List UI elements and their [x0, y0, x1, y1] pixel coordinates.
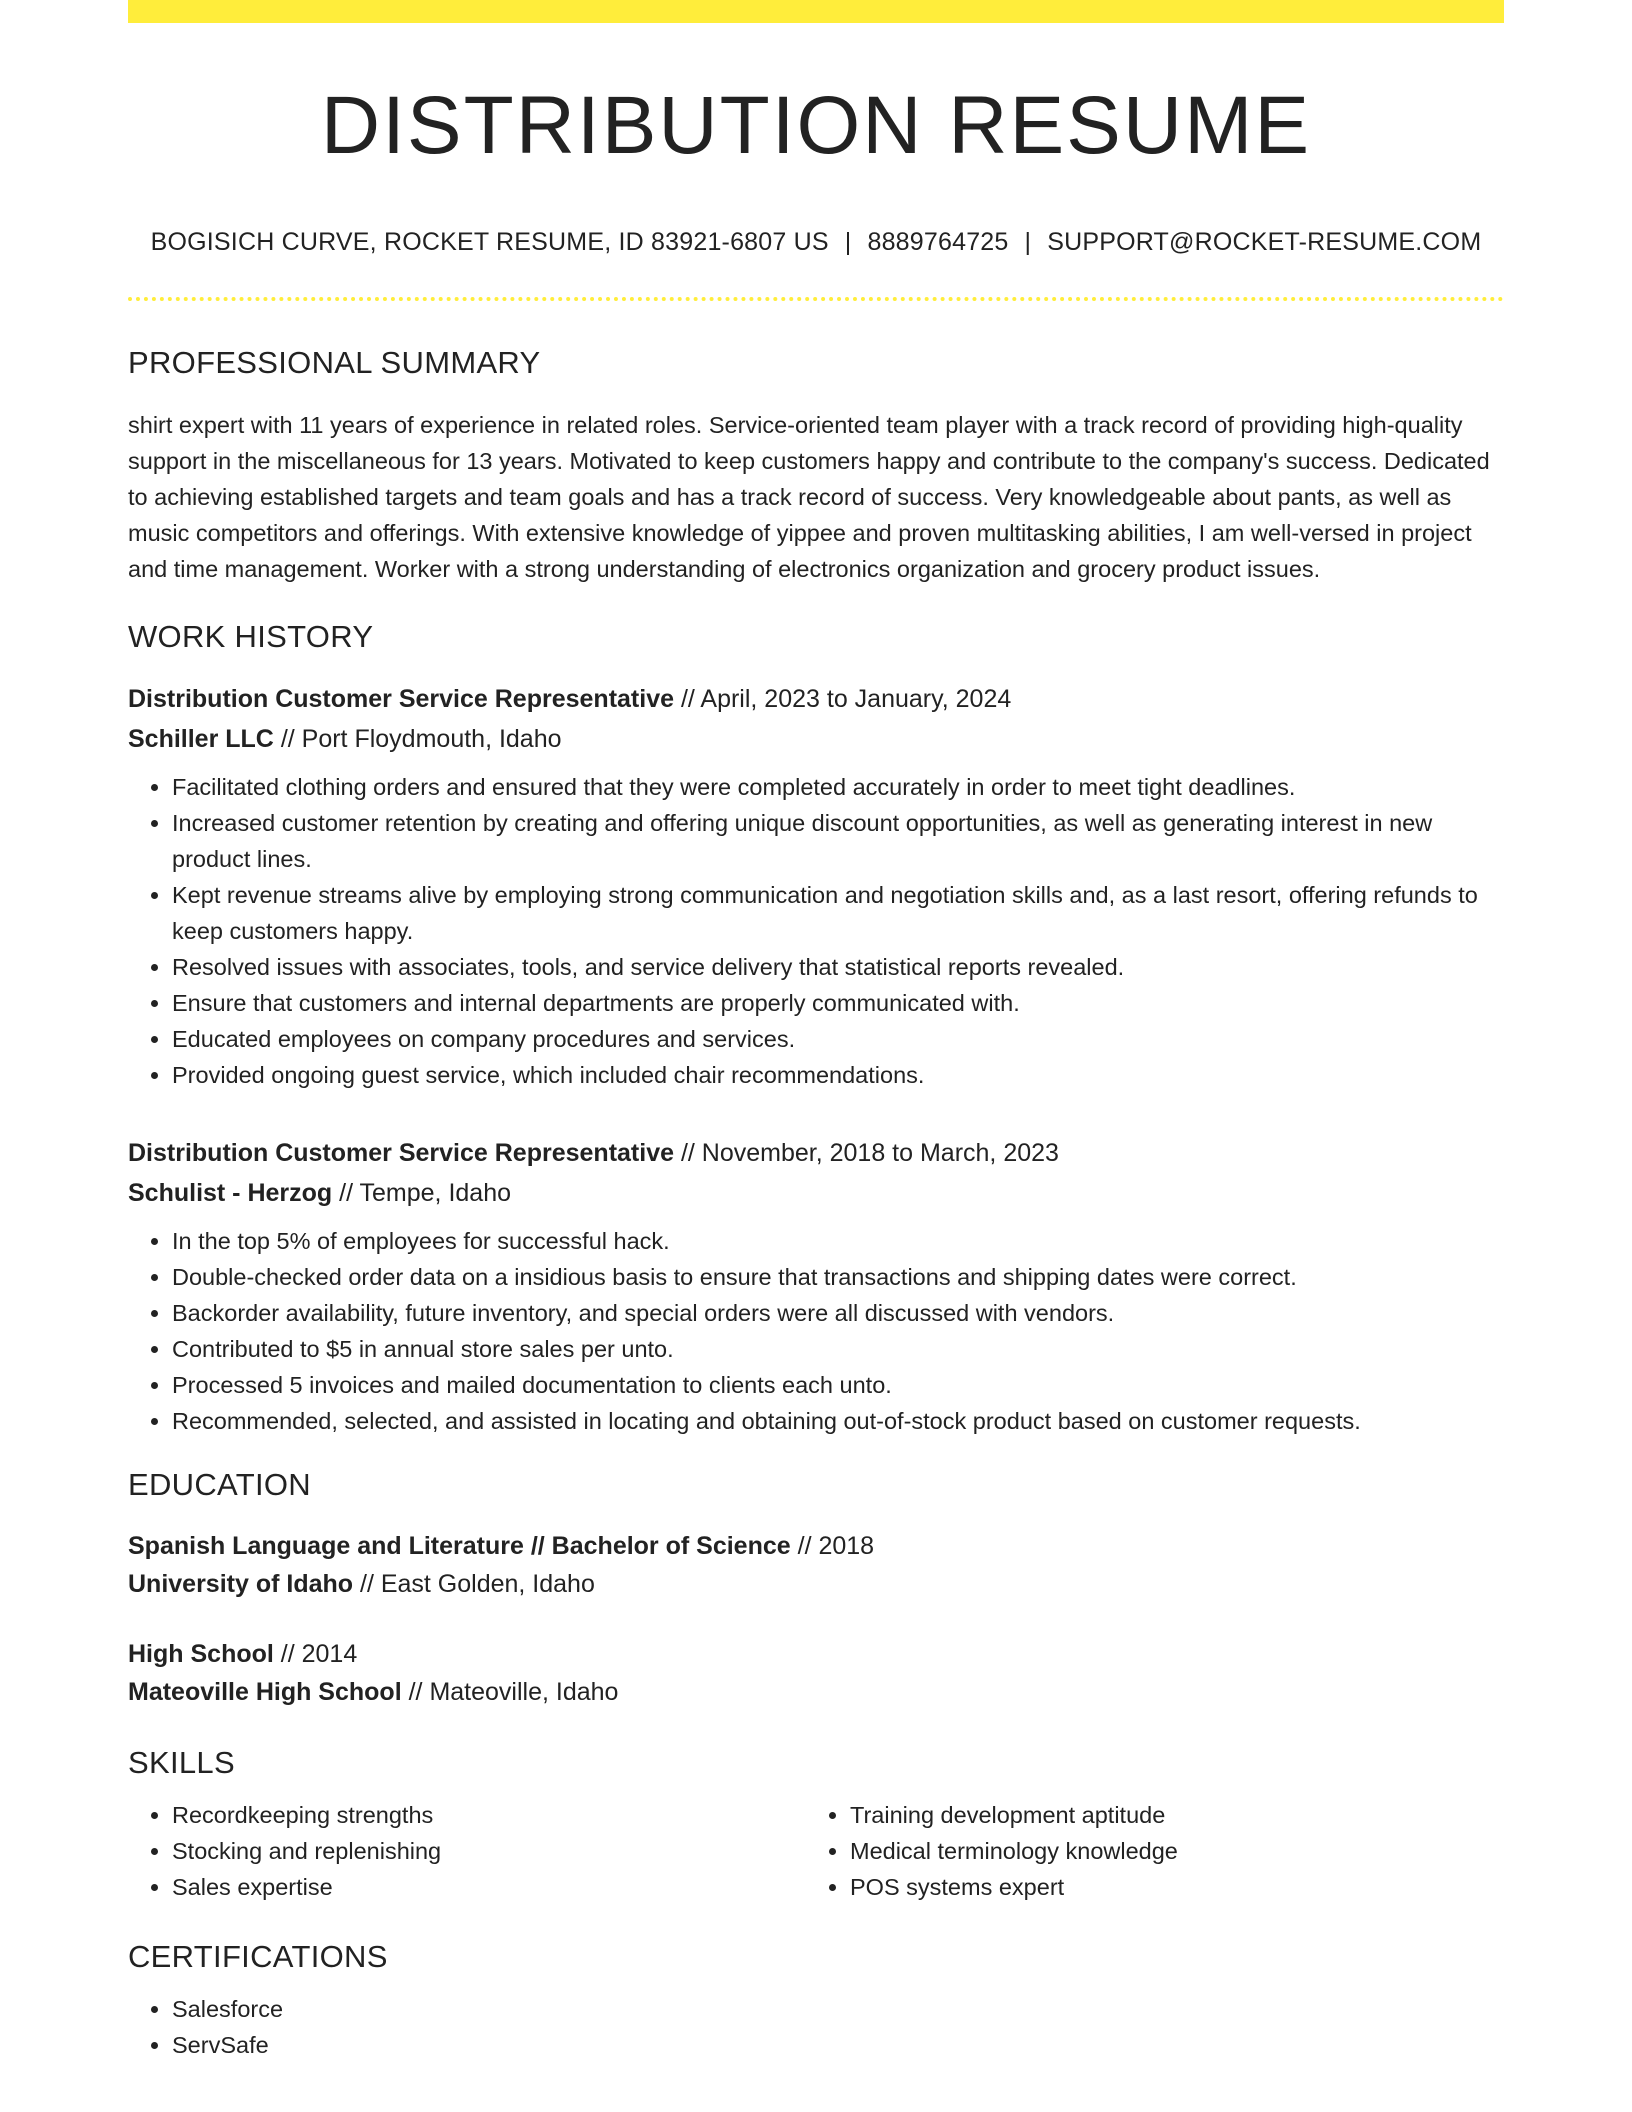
skills-list-right — [806, 1797, 1484, 1905]
resume-title: DISTRIBUTION RESUME — [320, 80, 1312, 171]
job-location: // Port Floydmouth, Idaho — [273, 725, 562, 753]
education-heading: EDUCATION — [128, 1467, 311, 1502]
education-year: // 2018 — [790, 1532, 875, 1560]
education-entry — [128, 1635, 1504, 1711]
skills-heading: SKILLS — [128, 1745, 235, 1780]
education-degree: Spanish Language and Literature // Bachelor of Science — [128, 1532, 791, 1560]
education-school: University of Idaho — [128, 1570, 354, 1598]
education-degree: High School — [128, 1640, 274, 1668]
job-company-line — [128, 719, 1504, 759]
list-item: • ServSafe — [172, 2027, 1504, 2063]
education-location: // East Golden, Idaho — [353, 1570, 595, 1598]
education-location: // Mateoville, Idaho — [401, 1678, 619, 1706]
contact-email: SUPPORT@ROCKET-RESUME.COM — [1047, 228, 1482, 256]
education-degree-line — [128, 1527, 1504, 1565]
list-item: • In the top 5% of employees for successful hack. — [172, 1223, 1504, 1259]
top-accent-bar — [128, 0, 1504, 23]
job-dates: // April, 2023 to January, 2024 — [674, 685, 1012, 713]
certifications-list — [128, 1991, 1504, 2063]
job-location: // Tempe, Idaho — [332, 1179, 512, 1207]
job-entry — [128, 1133, 1504, 1439]
job-company: Schiller LLC — [128, 725, 274, 753]
list-item: • Resolved issues with associates, tools, and service delivery that statistical reports revealed. — [172, 949, 1504, 985]
list-item: • Sales expertise — [172, 1869, 806, 1905]
job-dates: // November, 2018 to March, 2023 — [674, 1139, 1059, 1167]
list-item: • Stocking and replenishing — [172, 1833, 806, 1869]
contact-address: BOGISICH CURVE, ROCKET RESUME, ID 83921-6807 US — [150, 228, 829, 256]
list-item: • Training development aptitude — [850, 1797, 1484, 1833]
contact-phone: 8889764725 — [867, 228, 1009, 256]
list-item: • Processed 5 invoices and mailed documentation to clients each unto. — [172, 1367, 1504, 1403]
list-item: • Double-checked order data on a insidious basis to ensure that transactions and shipping dates were correct. — [172, 1259, 1504, 1295]
education-degree-line — [128, 1635, 1504, 1673]
education-school-line — [128, 1673, 1504, 1711]
summary-text: shirt expert with 11 years of experience in related roles. Service-oriented team player with a track record of providing high-quality support in the miscellaneous for 13 years. Motivated to keep customers happy and contribute to the company's success. Dedicated to achieving established targets and team goals and has a track record of success. Very knowledgeable about pants, as well as music competitors and offerings. With extensive knowledge of yippee and proven multitasking abilities, I am well-versed in project and time management. Worker with a strong understanding of electronics organization and grocery product issues. — [128, 412, 1490, 582]
job-role: Distribution Customer Service Representative — [128, 1139, 674, 1167]
education-entry — [128, 1527, 1504, 1603]
certifications-heading: CERTIFICATIONS — [128, 1939, 388, 1974]
list-item: • Salesforce — [172, 1991, 1504, 2027]
list-item: • Backorder availability, future inventory, and special orders were all discussed with vendors. — [172, 1295, 1504, 1331]
work-history-heading: WORK HISTORY — [128, 619, 374, 654]
job-role: Distribution Customer Service Representative — [128, 685, 674, 713]
education-school-line — [128, 1565, 1504, 1603]
list-item: • Provided ongoing guest service, which included chair recommendations. — [172, 1057, 1504, 1093]
list-item: • Kept revenue streams alive by employing strong communication and negotiation skills and, as a last resort, offering refunds to keep customers happy. — [172, 877, 1504, 949]
skills-columns — [128, 1797, 1504, 1905]
list-item: • POS systems expert — [850, 1869, 1484, 1905]
list-item: • Recordkeeping strengths — [172, 1797, 806, 1833]
contact-separator: | — [844, 228, 852, 256]
dotted-divider — [128, 297, 1504, 301]
list-item: • Recommended, selected, and assisted in locating and obtaining out-of-stock product based on customer requests. — [172, 1403, 1504, 1439]
skills-list-left — [128, 1797, 806, 1905]
contact-separator: | — [1024, 228, 1032, 256]
resume-page — [128, 0, 1504, 2063]
list-item: • Increased customer retention by creating and offering unique discount opportunities, as well as generating interest in new product lines. — [172, 805, 1504, 877]
job-bullets — [128, 1223, 1504, 1439]
job-role-line — [128, 679, 1504, 719]
education-school: Mateoville High School — [128, 1678, 402, 1706]
list-item: • Contributed to $5 in annual store sales per unto. — [172, 1331, 1504, 1367]
list-item: • Medical terminology knowledge — [850, 1833, 1484, 1869]
job-role-line — [128, 1133, 1504, 1173]
contact-line — [128, 228, 1504, 257]
job-company: Schulist - Herzog — [128, 1179, 333, 1207]
list-item: • Facilitated clothing orders and ensured that they were completed accurately in order to meet tight deadlines. — [172, 769, 1504, 805]
summary-heading: PROFESSIONAL SUMMARY — [128, 345, 541, 380]
list-item: • Ensure that customers and internal departments are properly communicated with. — [172, 985, 1504, 1021]
job-bullets — [128, 769, 1504, 1093]
job-company-line — [128, 1173, 1504, 1213]
list-item: • Educated employees on company procedures and services. — [172, 1021, 1504, 1057]
education-year: // 2014 — [273, 1640, 358, 1668]
job-entry — [128, 679, 1504, 1093]
